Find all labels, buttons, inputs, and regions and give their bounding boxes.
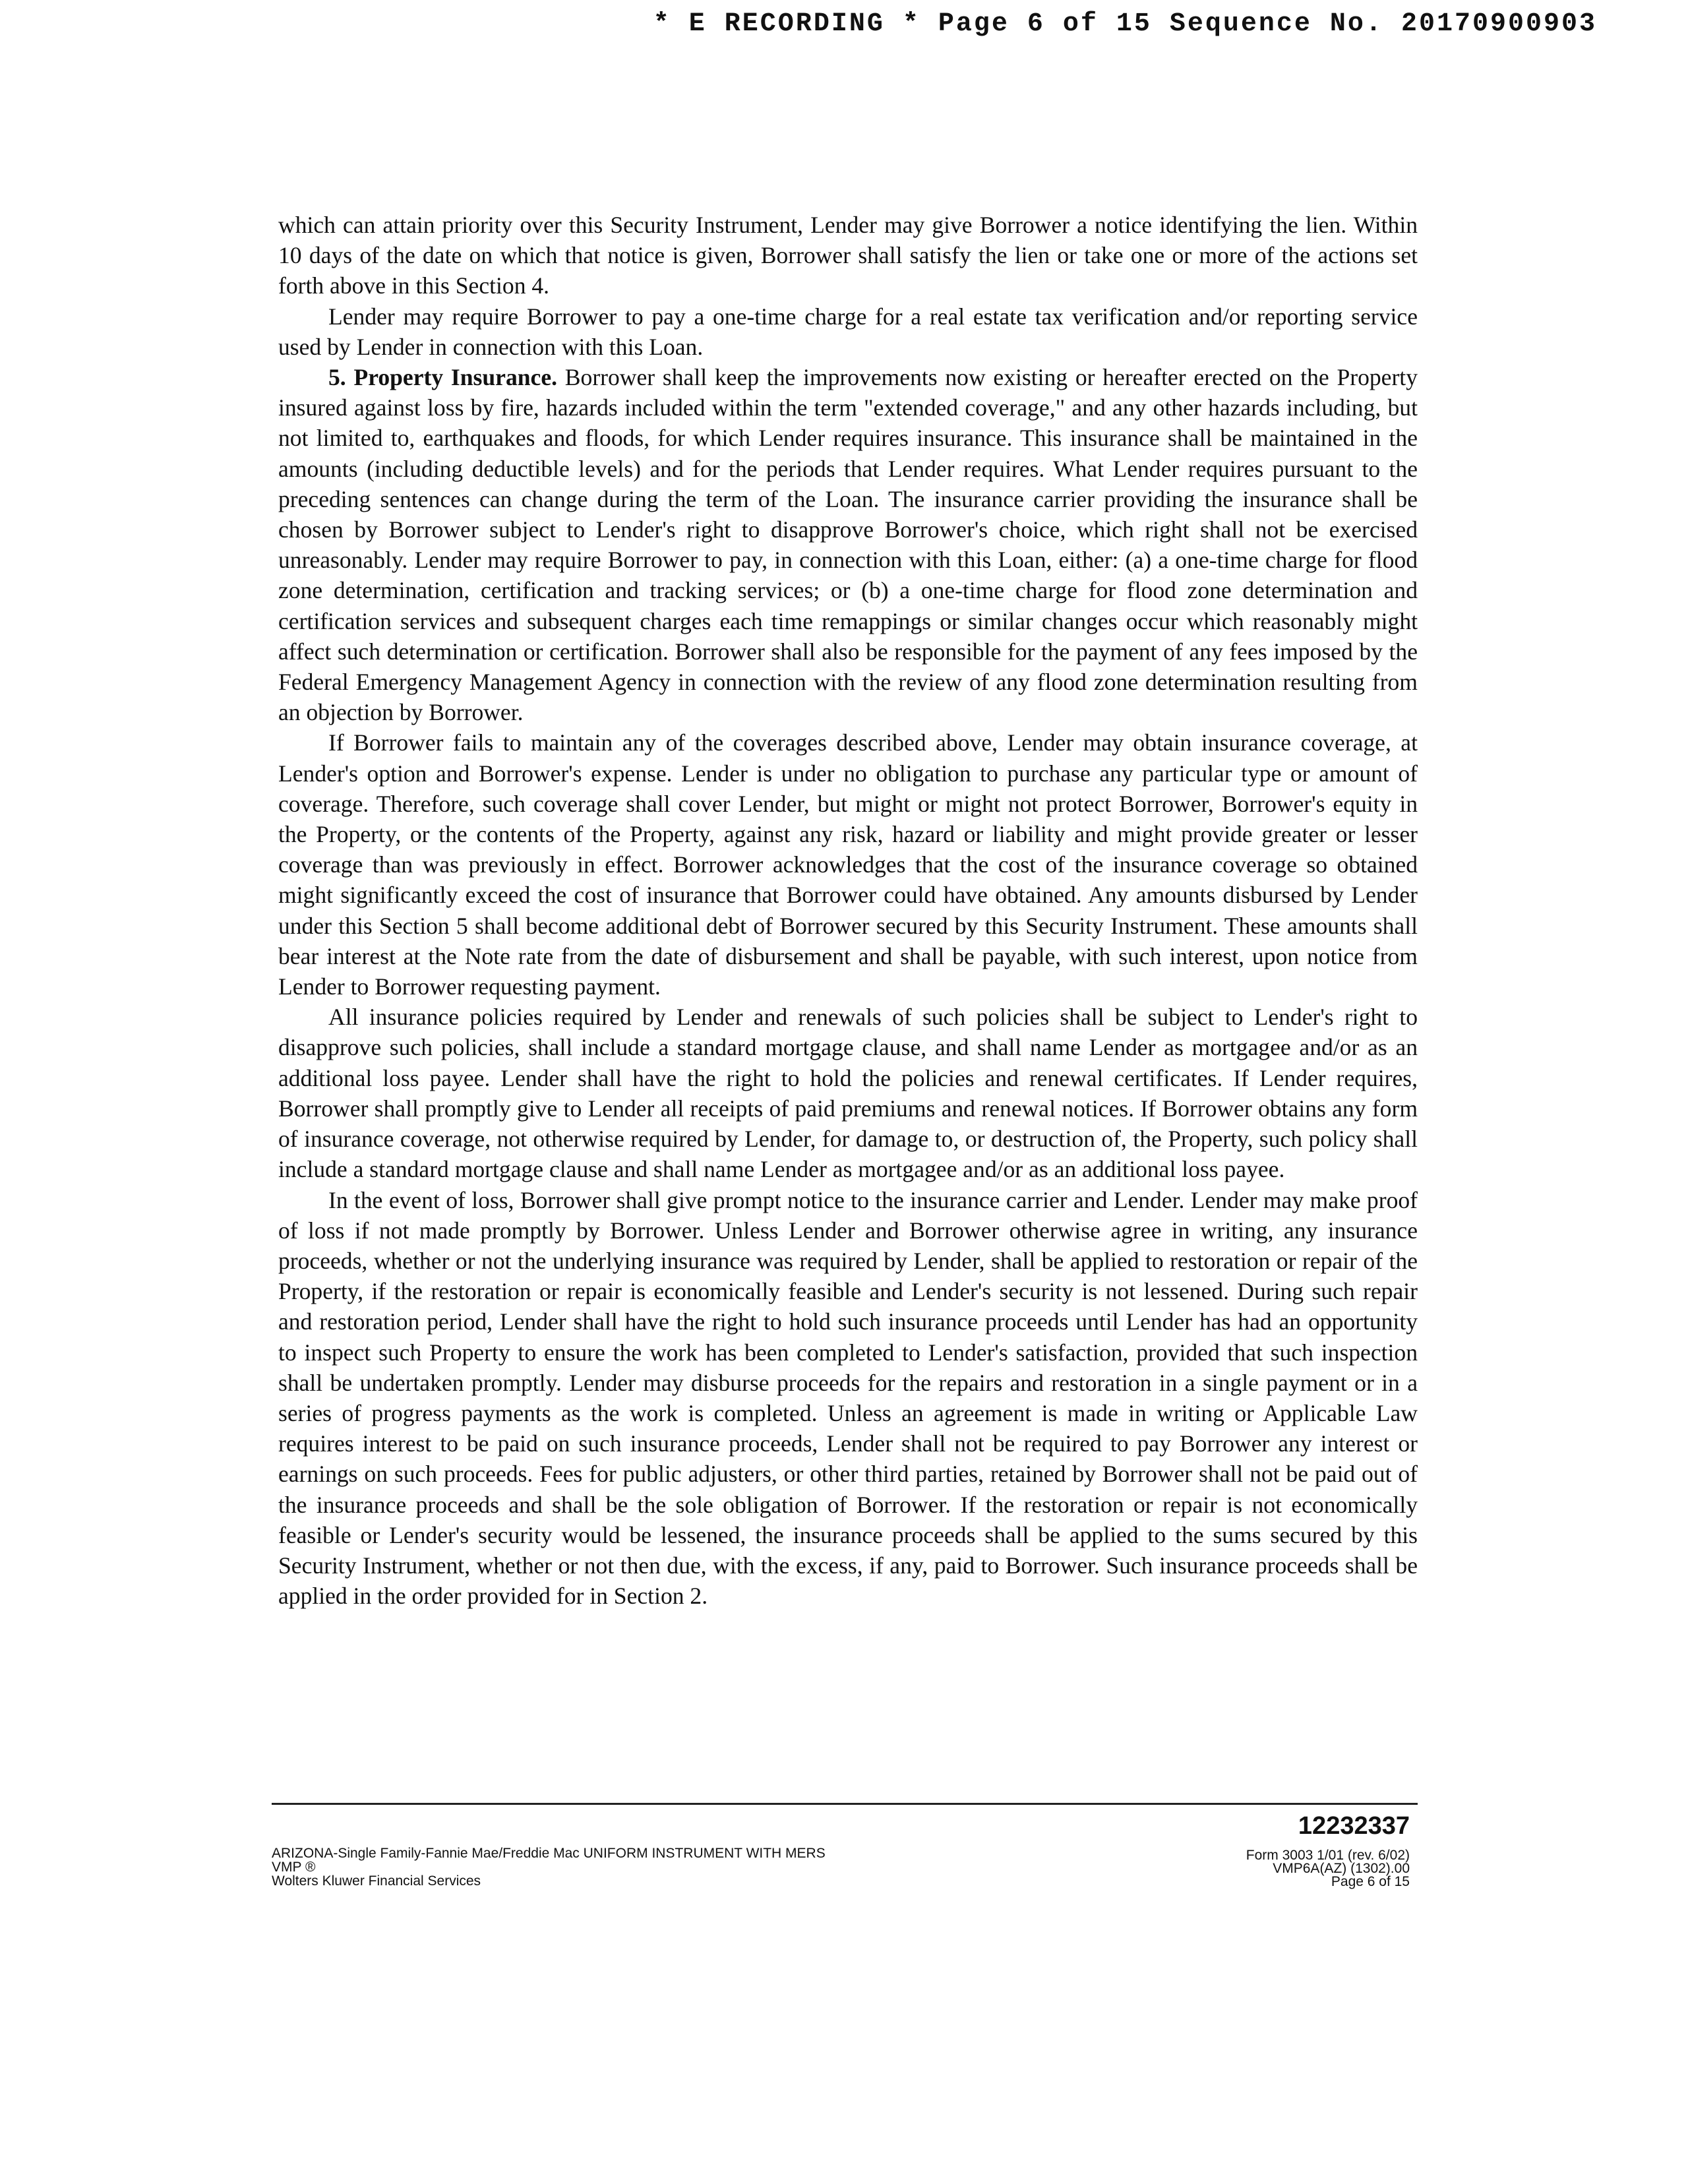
paragraph-property-insurance — [278, 362, 1418, 727]
footer-divider — [272, 1803, 1418, 1805]
footer-vmp-code: VMP6A(AZ) (1302).00 — [1273, 1861, 1410, 1876]
footer-form-info — [272, 1846, 826, 1888]
footer-instrument-title: ARIZONA-Single Family-Fannie Mae/Freddie Mac UNIFORM INSTRUMENT WITH MERS — [272, 1846, 826, 1861]
paragraph-event-of-loss: In the event of loss, Borrower shall give prompt notice to the insurance carrier and Lender. Lender may make proof of loss if not made promptly by Borrower. Unless Lender and Borrower otherwise agree in writing, any insurance proceeds, whether or not the underlying insurance was required by Lender, shall be applied to restoration or repair of the Property, if the restoration or repair is economically feasible and Lender's security is not lessened. During such repair and restoration period, Lender shall have the right to hold such insurance proceeds until Lender has had an opportunity to inspect such Property to ensure the work has been completed to Lender's satisfaction, provided that such inspection shall be undertaken promptly. Lender may disburse proceeds for the repairs and restoration in a single payment or in a series of progress payments as the work is completed. Unless an agreement is made in writing or Applicable Law requires interest to be paid on such insurance proceeds, Lender shall not be required to pay Borrower any interest or earnings on such proceeds. Fees for public adjusters, or other third parties, retained by Borrower shall not be paid out of the insurance proceeds and shall be the sole obligation of Borrower. If the restoration or repair is not economically feasible or Lender's security would be lessened, the insurance proceeds shall be applied to the sums secured by this Security Instrument, whether or not then due, with the excess, if any, paid to Borrower. Such insurance proceeds shall be applied in the order provided for in Section 2. — [278, 1186, 1418, 1610]
section-5-title: 5. Property Insurance. — [328, 364, 558, 391]
footer-form-id: Form 3003 1/01 (rev. 6/02) — [1246, 1848, 1410, 1863]
section-5-text: Borrower shall keep the improvements now existing or hereafter erected on the Property insured against loss by fire, hazards included within the term "extended coverage," and any other hazards including, but not limited to, earthquakes and floods, for which Lender requires insurance. This insurance shall be maintained in the amounts (including deductible levels) and for the periods that Lender requires. What Lender requires pursuant to the preceding sentences can change during the term of the Loan. The insurance carrier providing the insurance shall be chosen by Borrower subject to Lender's right to disapprove Borrower's choice, which right shall not be exercised unreasonably. Lender may require Borrower to pay, in connection with this Loan, either: (a) a one-time charge for flood zone determination, certification and tracking services; or (b) a one-time charge for flood zone determination and certification services and subsequent charges each time remappings or similar changes occur which reasonably might affect such determination or certification. Borrower shall also be responsible for the payment of any fees imposed by the Federal Emergency Management Agency in connection with the review of any flood zone determination resulting from an objection by Borrower. — [278, 364, 1418, 726]
recording-stamp: * E RECORDING * Page 6 of 15 Sequence No. 20170900903 — [653, 9, 1597, 39]
paragraph-tax-verification: Lender may require Borrower to pay a one-time charge for a real estate tax verification and/or reporting service used by Lender in connection with this Loan. — [278, 303, 1418, 360]
document-body — [278, 210, 1418, 1611]
paragraph-lender-coverage: If Borrower fails to maintain any of the coverages described above, Lender may obtain insurance coverage, at Lender's option and Borrower's expense. Lender is under no obligation to purchase any particular type or amount of coverage. Therefore, such coverage shall cover Lender, but might or might not protect Borrower, Borrower's equity in the Property, or the contents of the Property, against any risk, hazard or liability and might provide greater or lesser coverage than was previously in effect. Borrower acknowledges that the cost of the insurance coverage so obtained might significantly exceed the cost of insurance that Borrower could have obtained. Any amounts disbursed by Lender under this Section 5 shall become additional debt of Borrower secured by this Security Instrument. These amounts shall bear interest at the Note rate from the date of disbursement and shall be payable, with such interest, upon notice from Lender to Borrower requesting payment. — [278, 729, 1418, 1000]
paragraph-insurance-policies: All insurance policies required by Lender and renewals of such policies shall be subject to Lender's right to disapprove such policies, shall include a standard mortgage clause, and shall name Lender as mortgagee and/or as an additional loss payee. Lender shall have the right to hold the policies and renewal certificates. If Lender requires, Borrower shall promptly give to Lender all receipts of paid premiums and renewal notices. If Borrower obtains any form of insurance coverage, not otherwise required by Lender, for damage to, or destruction of, the Property, such policy shall include a standard mortgage clause and shall name Lender as mortgagee and/or as an additional loss payee. — [278, 1004, 1418, 1183]
paragraph-lien-notice: which can attain priority over this Security Instrument, Lender may give Borrower a notice identifying the lien. Within 10 days of the date on which that notice is given, Borrower shall satisfy the lien or take one or more of the actions set forth above in this Section 4. — [278, 212, 1418, 299]
footer-publisher: Wolters Kluwer Financial Services — [272, 1873, 481, 1889]
loan-number: 12232337 — [1298, 1812, 1410, 1840]
footer-page-number: Page 6 of 15 — [1331, 1874, 1410, 1889]
footer-form-number — [1246, 1849, 1410, 1889]
footer-vmp-mark: VMP ® — [272, 1860, 316, 1875]
